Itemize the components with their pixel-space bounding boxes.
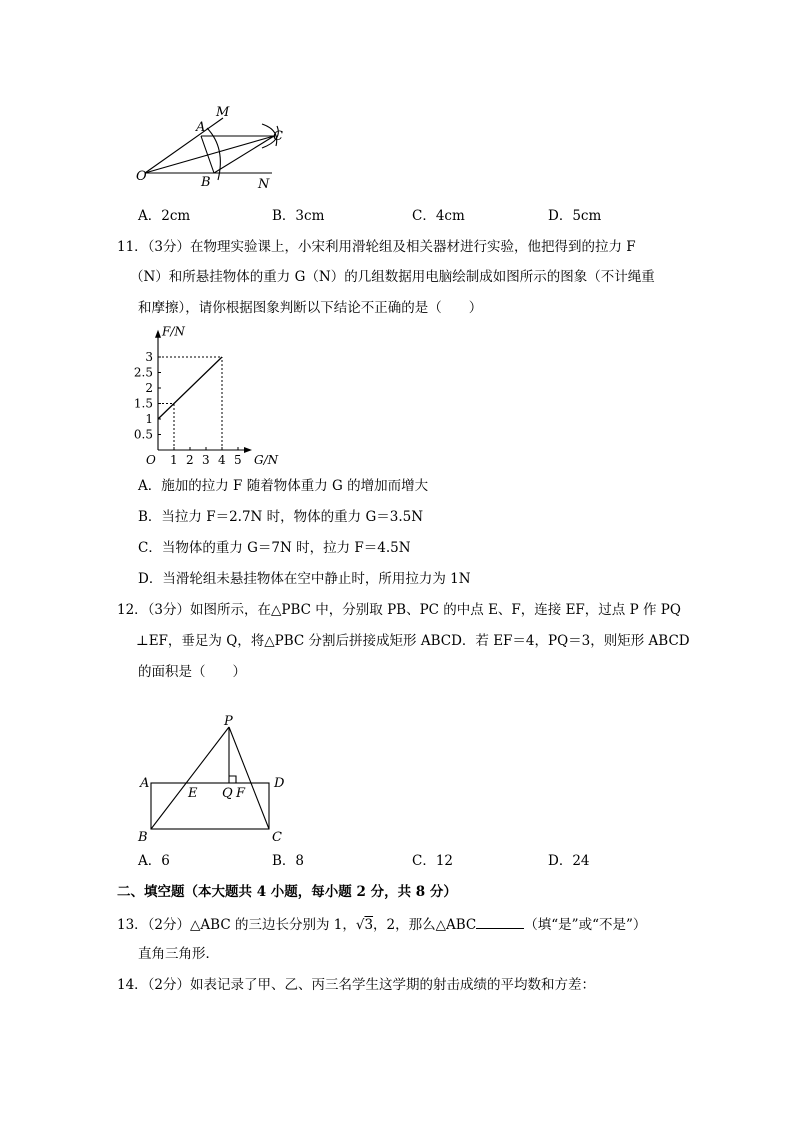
label-a: A <box>140 776 150 791</box>
x-tick-label: 2 <box>186 453 194 467</box>
x-axis-arrow <box>244 447 252 453</box>
origin-label: O <box>146 453 156 467</box>
q14-line-1: 14．（2分）如表记录了甲、乙、丙三名学生这学期的射击成绩的平均数和方差： <box>117 977 596 993</box>
q11-option-b[interactable]: B．当拉力 F＝2.7N 时，物体的重力 G＝3.5N <box>138 509 424 525</box>
q13-answer-blank[interactable] <box>476 914 524 929</box>
series-line <box>158 357 222 419</box>
q12-option-b[interactable]: B．8 <box>272 853 305 869</box>
y-axis-label: F/N <box>162 324 185 339</box>
label-b: B <box>201 175 211 190</box>
y-tick-label: 1.5 <box>133 396 153 411</box>
y-tick-label: 2.5 <box>133 365 153 380</box>
label-d: D <box>274 776 285 791</box>
label-f: F <box>236 786 246 801</box>
y-axis-arrow <box>155 330 161 338</box>
q10-option-c[interactable]: C．4cm <box>412 208 465 224</box>
label-e: E <box>188 786 198 801</box>
label-b: B <box>138 830 148 845</box>
q12-line-2: ⊥EF，垂足为 Q，将△PBC 分割后拼接成矩形 ABCD．若 EF＝4，PQ＝3，则矩形 ABCD <box>136 633 690 649</box>
q12-option-c[interactable]: C．12 <box>412 853 454 869</box>
force-weight-chart <box>0 325 794 465</box>
q10-option-b[interactable]: B．3cm <box>272 208 325 224</box>
q13-suffix: （填“是”或“不是”） <box>524 917 647 933</box>
q11-option-c[interactable]: C．当物体的重力 G＝7N 时，拉力 F＝4.5N <box>138 540 411 556</box>
q13-line-1 <box>117 914 646 934</box>
x-tick-label: 3 <box>202 453 210 467</box>
y-tick-label: 0.5 <box>133 427 153 442</box>
q11-option-d[interactable]: D．当滑轮组未悬挂物体在空中静止时，所用拉力为 1N <box>138 571 471 587</box>
label-c: C <box>273 129 283 144</box>
q13-sqrt: √3 <box>355 917 374 933</box>
label-q: Q <box>222 786 233 801</box>
section-2-heading: 二、填空题（本大题共 4 小题，每小题 2 分，共 8 分） <box>117 884 457 900</box>
y-tick-label: 2 <box>145 381 153 395</box>
q11-line-1: 11．（3分）在物理实验课上，小宋利用滑轮组及相关器材进行实验，他把得到的拉力 F <box>117 239 636 255</box>
right-angle-mark <box>229 776 236 783</box>
side-pb <box>151 727 229 829</box>
x-tick-label: 1 <box>170 453 178 467</box>
q12-line-3: 的面积是（ ） <box>138 664 246 680</box>
x-axis-label: G/N <box>254 453 279 467</box>
x-tick-label: 4 <box>218 453 226 467</box>
y-tick-label: 1 <box>145 412 153 426</box>
x-tick-label: 5 <box>234 453 242 467</box>
q12-option-d[interactable]: D．24 <box>548 853 590 869</box>
q11-line-3: 和摩擦），请你根据图象判断以下结论不正确的是（ ） <box>138 300 483 316</box>
q13-prefix: 13．（2分）△ABC 的三边长分别为 1， <box>117 917 356 933</box>
q13-middle: ，2，那么△ABC <box>373 917 477 933</box>
label-p: P <box>224 714 233 729</box>
q10-option-a[interactable]: A．2cm <box>138 208 191 224</box>
label-a: A <box>196 120 206 135</box>
figure-angle-construction <box>0 0 794 200</box>
side-pc <box>229 727 269 829</box>
q10-option-d[interactable]: D．5cm <box>548 208 602 224</box>
q13-line-2: 直角三角形． <box>138 946 219 962</box>
label-m: M <box>216 105 230 120</box>
q12-option-a[interactable]: A．6 <box>138 853 170 869</box>
q12-line-1: 12．（3分）如图所示，在△PBC 中，分别取 PB、PC 的中点 E、F，连接 EF，过点 P 作 PQ <box>117 602 681 618</box>
label-n: N <box>258 177 270 192</box>
q11-option-a[interactable]: A．施加的拉力 F 随着物体重力 G 的增加而增大 <box>138 478 429 494</box>
figure-triangle-rectangle <box>0 715 794 855</box>
y-tick-label: 3 <box>145 350 153 364</box>
q13-sqrt-value: 3 <box>364 917 374 933</box>
segment-oc <box>145 136 274 173</box>
label-c: C <box>272 830 282 845</box>
segment-ab <box>201 136 214 173</box>
label-o: O <box>136 169 147 184</box>
q11-line-2: （N）和所悬挂物体的重力 G（N）的几组数据用电脑绘制成如图所示的图象（不计绳重 <box>130 269 655 285</box>
segment-bc <box>214 136 274 173</box>
